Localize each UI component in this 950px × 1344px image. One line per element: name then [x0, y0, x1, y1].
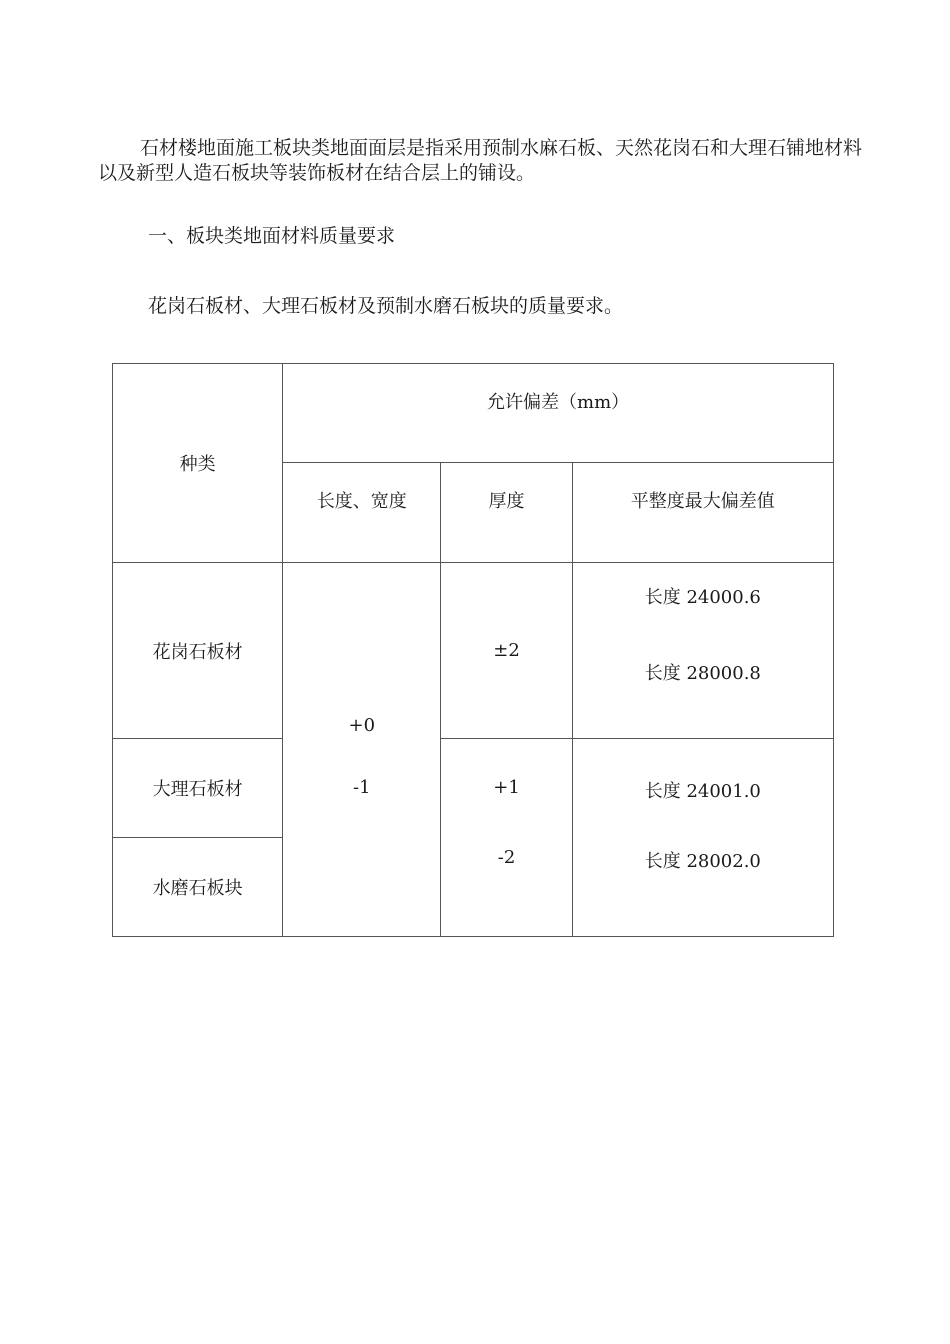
quality-requirements-table	[112, 363, 834, 937]
header-flatness-cell	[572, 463, 833, 563]
header-flatness: 平整度最大偏差值	[630, 491, 775, 512]
table-row	[113, 563, 834, 739]
header-kind: 种类	[179, 454, 216, 475]
granite-thickness: ±2	[493, 640, 520, 661]
length-width-cell	[283, 563, 441, 937]
header-thickness-cell	[441, 463, 572, 563]
marble-thickness-minus: -2	[497, 847, 516, 868]
intro-paragraph: 石材楼地面施工板块类地面面层是指采用预制水麻石板、天然花岗石和大理石铺地材料以及新型人造石板块等装饰板材在结合层上的铺设。	[98, 137, 863, 184]
marble-flatness-cell	[572, 739, 833, 937]
kind-label: 大理石板材	[152, 779, 243, 800]
marble-flatness-2: 长度 28002.0	[644, 851, 761, 872]
table-row	[113, 739, 834, 838]
kind-cell	[113, 563, 283, 739]
kind-cell	[113, 739, 283, 838]
marble-thickness-cell	[441, 739, 572, 937]
kind-cell	[113, 838, 283, 937]
granite-flatness-cell	[572, 563, 833, 739]
header-kind-cell	[113, 364, 283, 563]
section-subheading: 花岗石板材、大理石板材及预制水磨石板块的质量要求。	[148, 295, 624, 317]
granite-thickness-cell	[441, 563, 572, 739]
header-tolerance: 允许偏差（mm）	[487, 392, 630, 413]
header-tolerance-cell	[283, 364, 834, 463]
kind-label: 花岗石板材	[152, 641, 243, 663]
table-header-row	[113, 364, 834, 463]
granite-flatness-1: 长度 24000.6	[644, 587, 761, 608]
header-length-width: 长度、宽度	[316, 491, 407, 512]
section-heading: 一、板块类地面材料质量要求	[148, 225, 396, 247]
marble-thickness-plus: +1	[493, 777, 520, 798]
marble-flatness-1: 长度 24001.0	[644, 781, 761, 802]
granite-flatness-2: 长度 28000.8	[644, 663, 761, 684]
length-width-minus: -1	[353, 777, 371, 798]
length-width-plus: +0	[348, 715, 376, 736]
header-thickness: 厚度	[488, 491, 525, 512]
kind-label: 水磨石板块	[152, 878, 243, 899]
header-length-width-cell	[283, 463, 441, 563]
